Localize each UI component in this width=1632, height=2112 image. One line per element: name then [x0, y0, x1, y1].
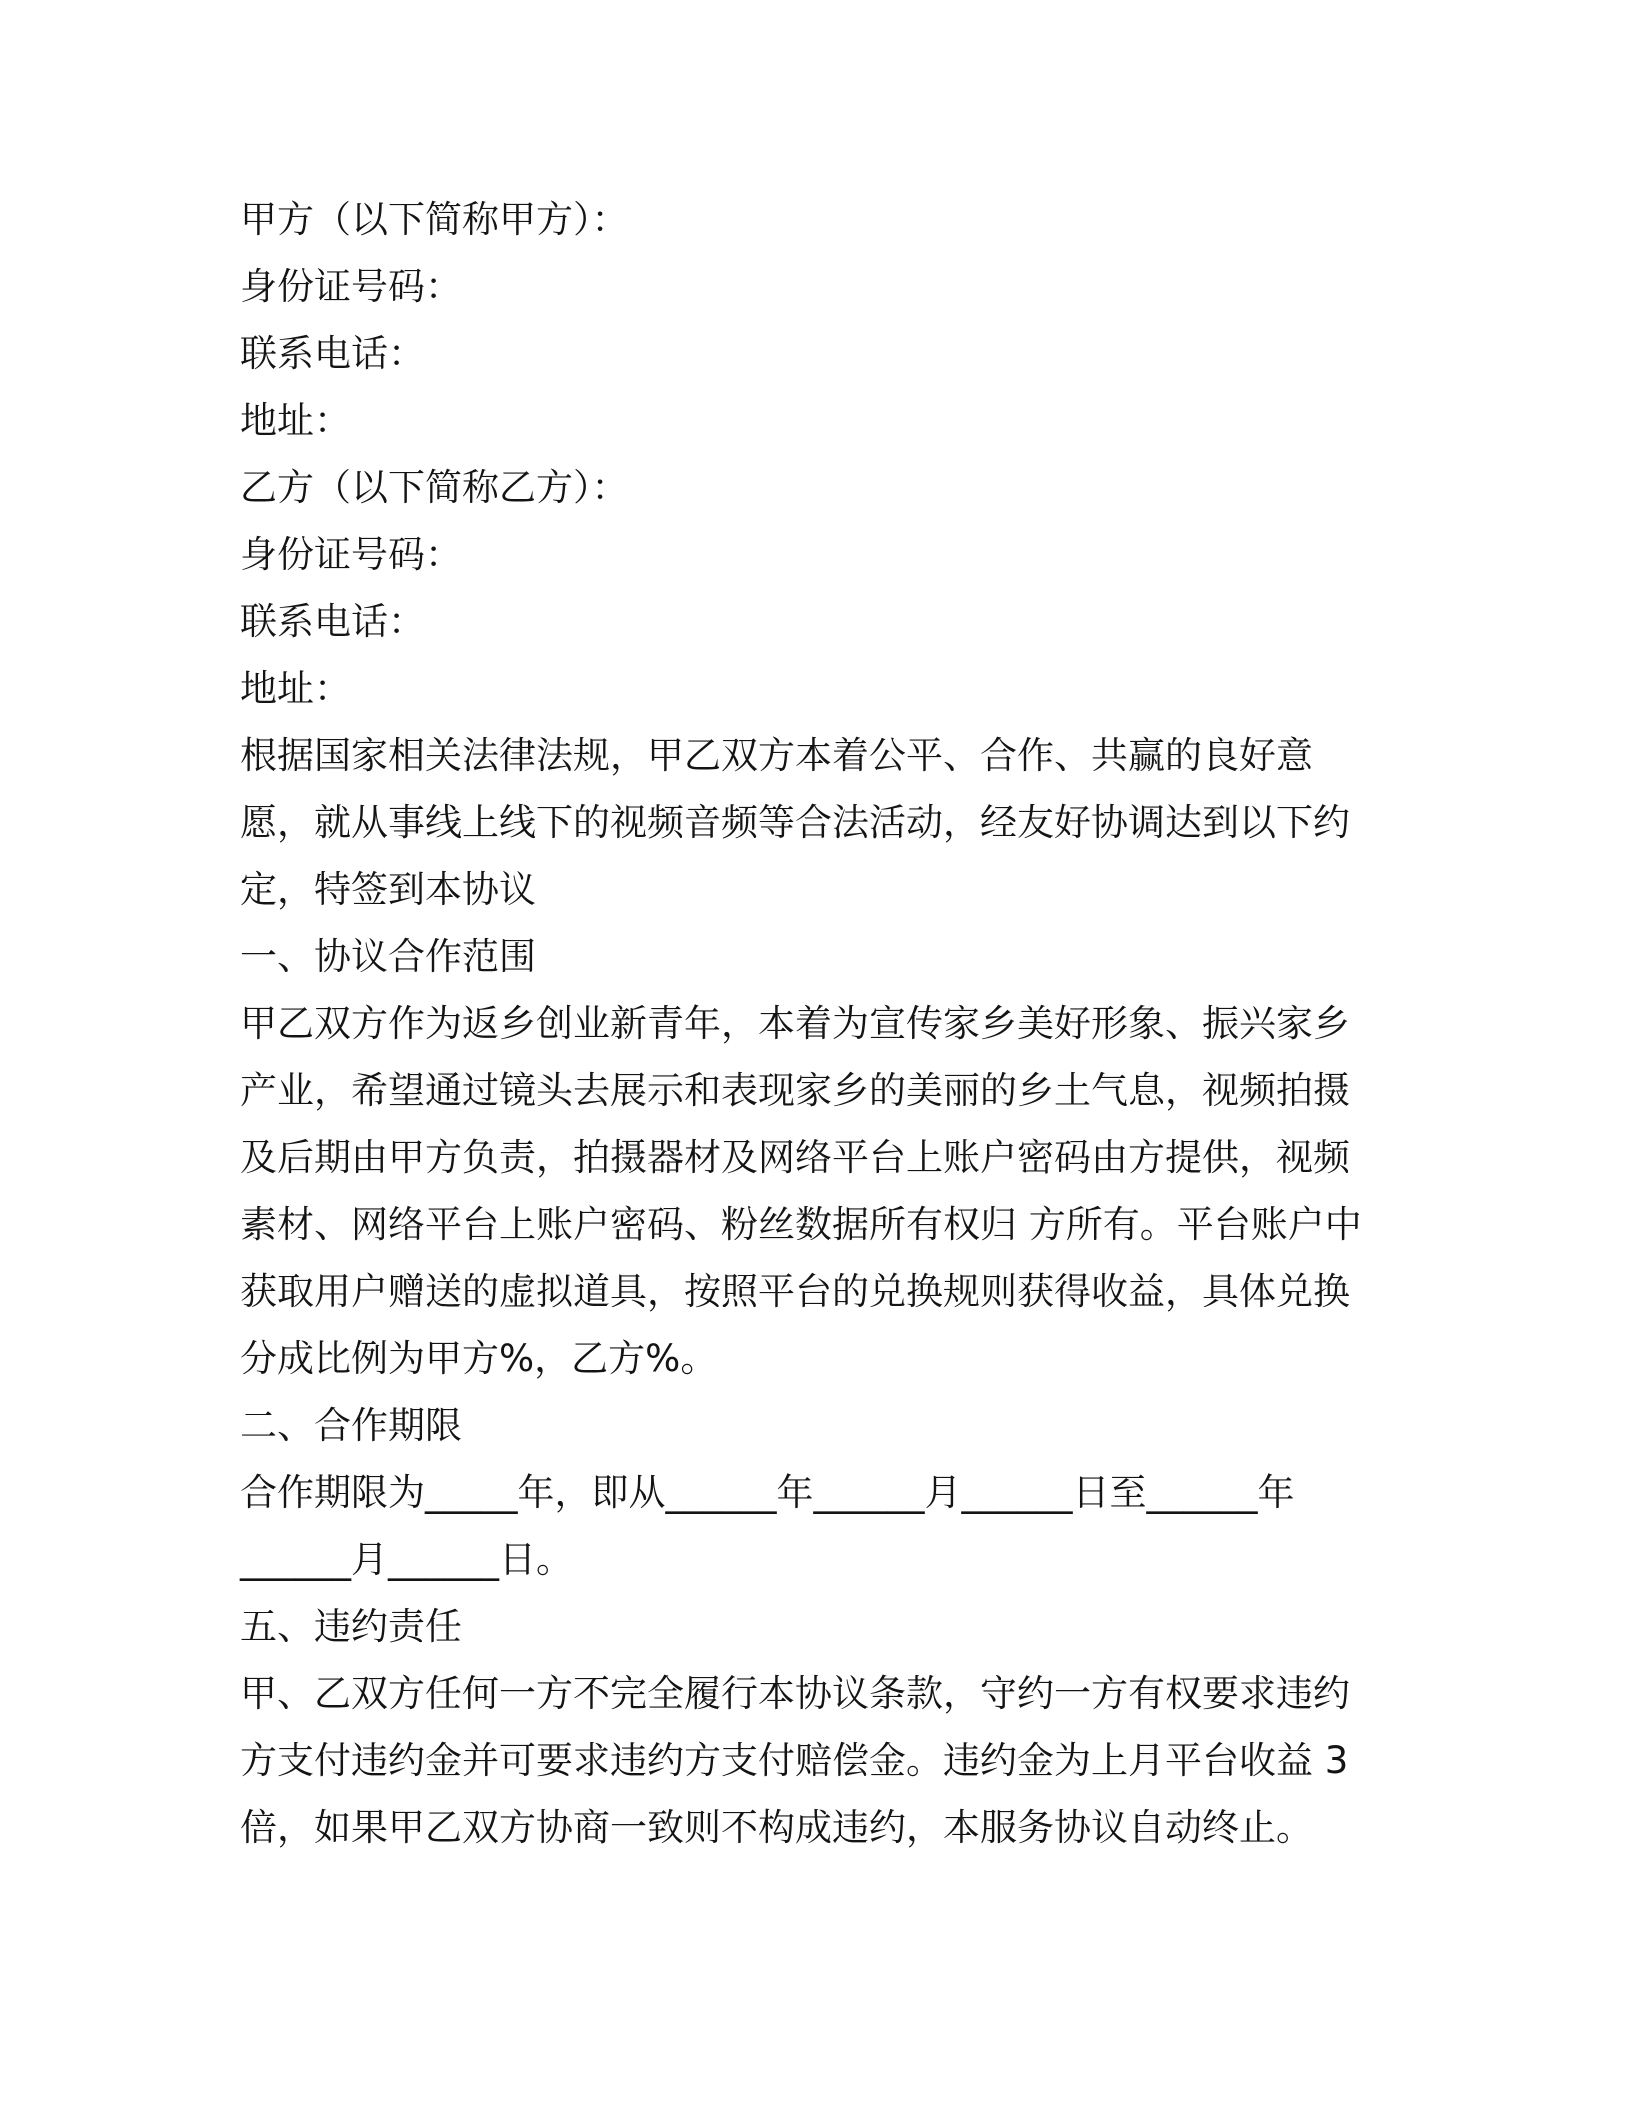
party-a-id-number: 身份证号码： — [240, 265, 462, 308]
party-b-address: 地址： — [240, 667, 351, 710]
preamble-line: 定，特签到本协议 — [240, 868, 536, 911]
breach-paragraph-line: 倍，如果甲乙双方协商一致则不构成违约，本服务协议自动终止。 — [240, 1806, 1313, 1849]
section-heading-scope: 一、协议合作范围 — [240, 935, 536, 978]
scope-paragraph-line: 产业，希望通过镜头去展示和表现家乡的美丽的乡土气息，视频拍摄 — [240, 1069, 1350, 1112]
party-b-phone: 联系电话： — [240, 600, 425, 643]
party-b-id-number: 身份证号码： — [240, 533, 462, 576]
breach-paragraph-line: 甲、乙双方任何一方不完全履行本协议条款，守约一方有权要求违约 — [240, 1672, 1350, 1715]
section-heading-breach: 五、违约责任 — [240, 1605, 462, 1648]
preamble-line: 根据国家相关法律法规，甲乙双方本着公平、合作、共赢的良好意 — [240, 734, 1313, 777]
term-paragraph-line: ______月______日。 — [240, 1538, 573, 1581]
scope-paragraph-line: 获取用户赠送的虚拟道具，按照平台的兑换规则获得收益，具体兑换 — [240, 1270, 1350, 1313]
document-body — [240, 186, 1390, 1861]
section-heading-term: 二、合作期限 — [240, 1404, 462, 1447]
scope-paragraph-line: 及后期由甲方负责，拍摄器材及网络平台上账户密码由方提供，视频 — [240, 1136, 1350, 1179]
party-a-title: 甲方（以下简称甲方）： — [240, 198, 629, 241]
scope-paragraph-line: 分成比例为甲方%，乙方%。 — [240, 1337, 718, 1380]
party-b-title: 乙方（以下简称乙方）： — [240, 466, 629, 509]
party-a-phone: 联系电话： — [240, 332, 425, 375]
scope-paragraph-line: 素材、网络平台上账户密码、粉丝数据所有权归 方所有。平台账户中 — [240, 1203, 1362, 1246]
scope-paragraph-line: 甲乙双方作为返乡创业新青年，本着为宣传家乡美好形象、振兴家乡 — [240, 1002, 1350, 1045]
breach-paragraph-line: 方支付违约金并可要求违约方支付赔偿金。违约金为上月平台收益 3 — [240, 1739, 1349, 1782]
preamble-line: 愿，就从事线上线下的视频音频等合法活动，经友好协调达到以下约 — [240, 801, 1350, 844]
party-a-address: 地址： — [240, 399, 351, 442]
term-paragraph-line: 合作期限为_____年，即从______年______月______日至______年 — [240, 1471, 1295, 1514]
